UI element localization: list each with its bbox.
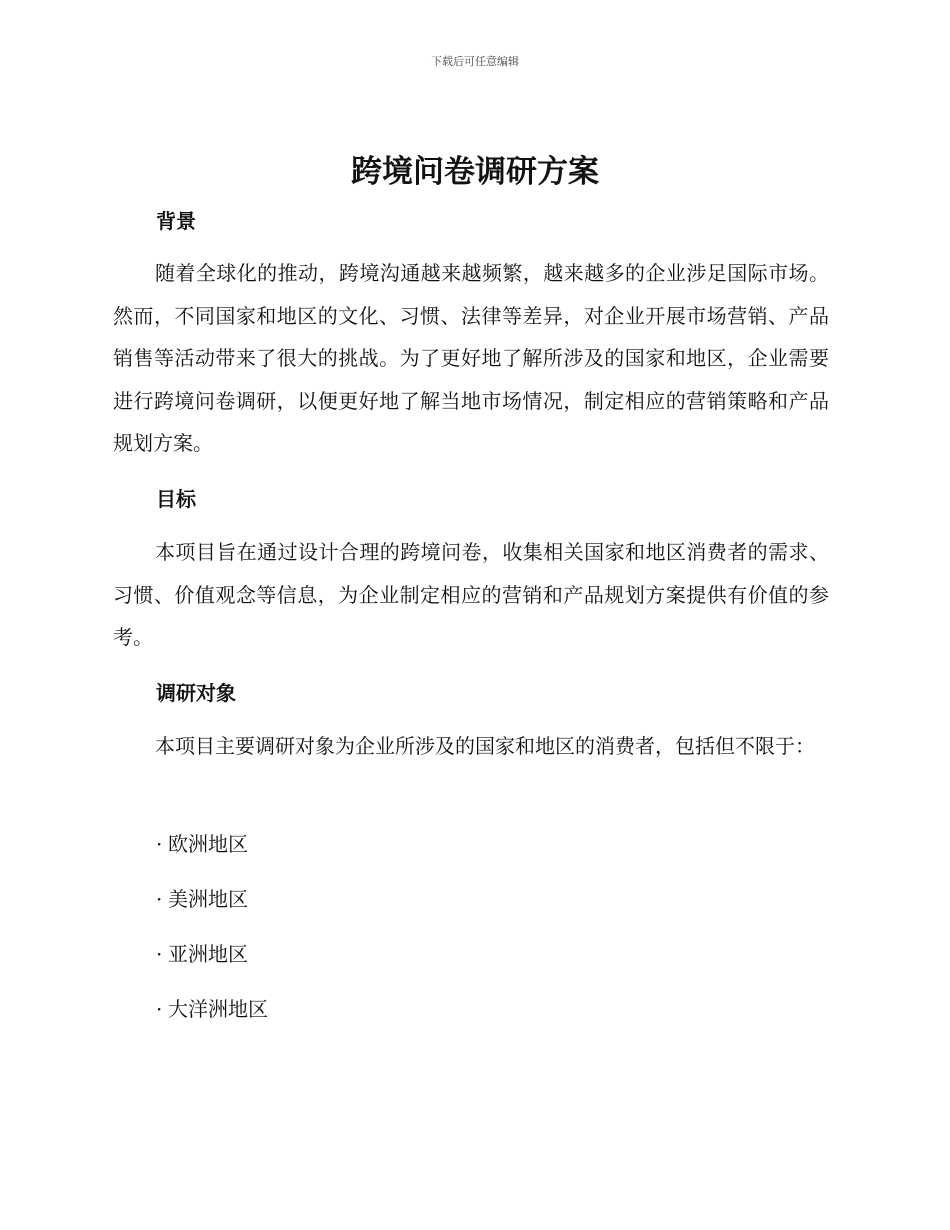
- list-item-text: 大洋洲地区: [168, 997, 268, 1021]
- bullet-icon: ·: [156, 942, 163, 966]
- list-item: [156, 883, 268, 938]
- list-item: [156, 938, 268, 993]
- list-item: [156, 993, 268, 1048]
- list-item-text: 美洲地区: [168, 887, 248, 911]
- list-item-text: 欧洲地区: [168, 832, 248, 856]
- section-paragraph-subjects: 本项目主要调研对象为企业所涉及的国家和地区的消费者，包括但不限于：: [155, 734, 815, 758]
- bullet-icon: ·: [156, 832, 163, 856]
- document-title: 跨境问卷调研方案: [351, 154, 599, 190]
- section-paragraph-background: 随着全球化的推动，跨境沟通越来越频繁，越来越多的企业涉足国际市场。然而，不同国家和地区的文化、习惯、法律等差异，对企业开展市场营销、产品销售等活动带来了很大的挑战。为了更好地了解所涉及的国家和地区，企业需要进行跨境问卷调研，以便更好地了解当地市场情况，制定相应的营销策略和产品规划方案。: [113, 261, 829, 455]
- bullet-icon: ·: [156, 887, 163, 911]
- section-heading-goal: 目标: [156, 487, 196, 511]
- header-note: 下载后可任意编辑: [431, 55, 519, 68]
- list-item: [156, 828, 268, 883]
- bullet-icon: ·: [156, 997, 163, 1021]
- section-paragraph-goal: 本项目旨在通过设计合理的跨境问卷，收集相关国家和地区消费者的需求、习惯、价值观念等信息，为企业制定相应的营销和产品规划方案提供有价值的参考。: [113, 540, 829, 649]
- list-item-text: 亚洲地区: [168, 942, 248, 966]
- section-heading-subjects: 调研对象: [156, 681, 236, 705]
- section-heading-background: 背景: [156, 209, 196, 233]
- region-list: [156, 828, 268, 1048]
